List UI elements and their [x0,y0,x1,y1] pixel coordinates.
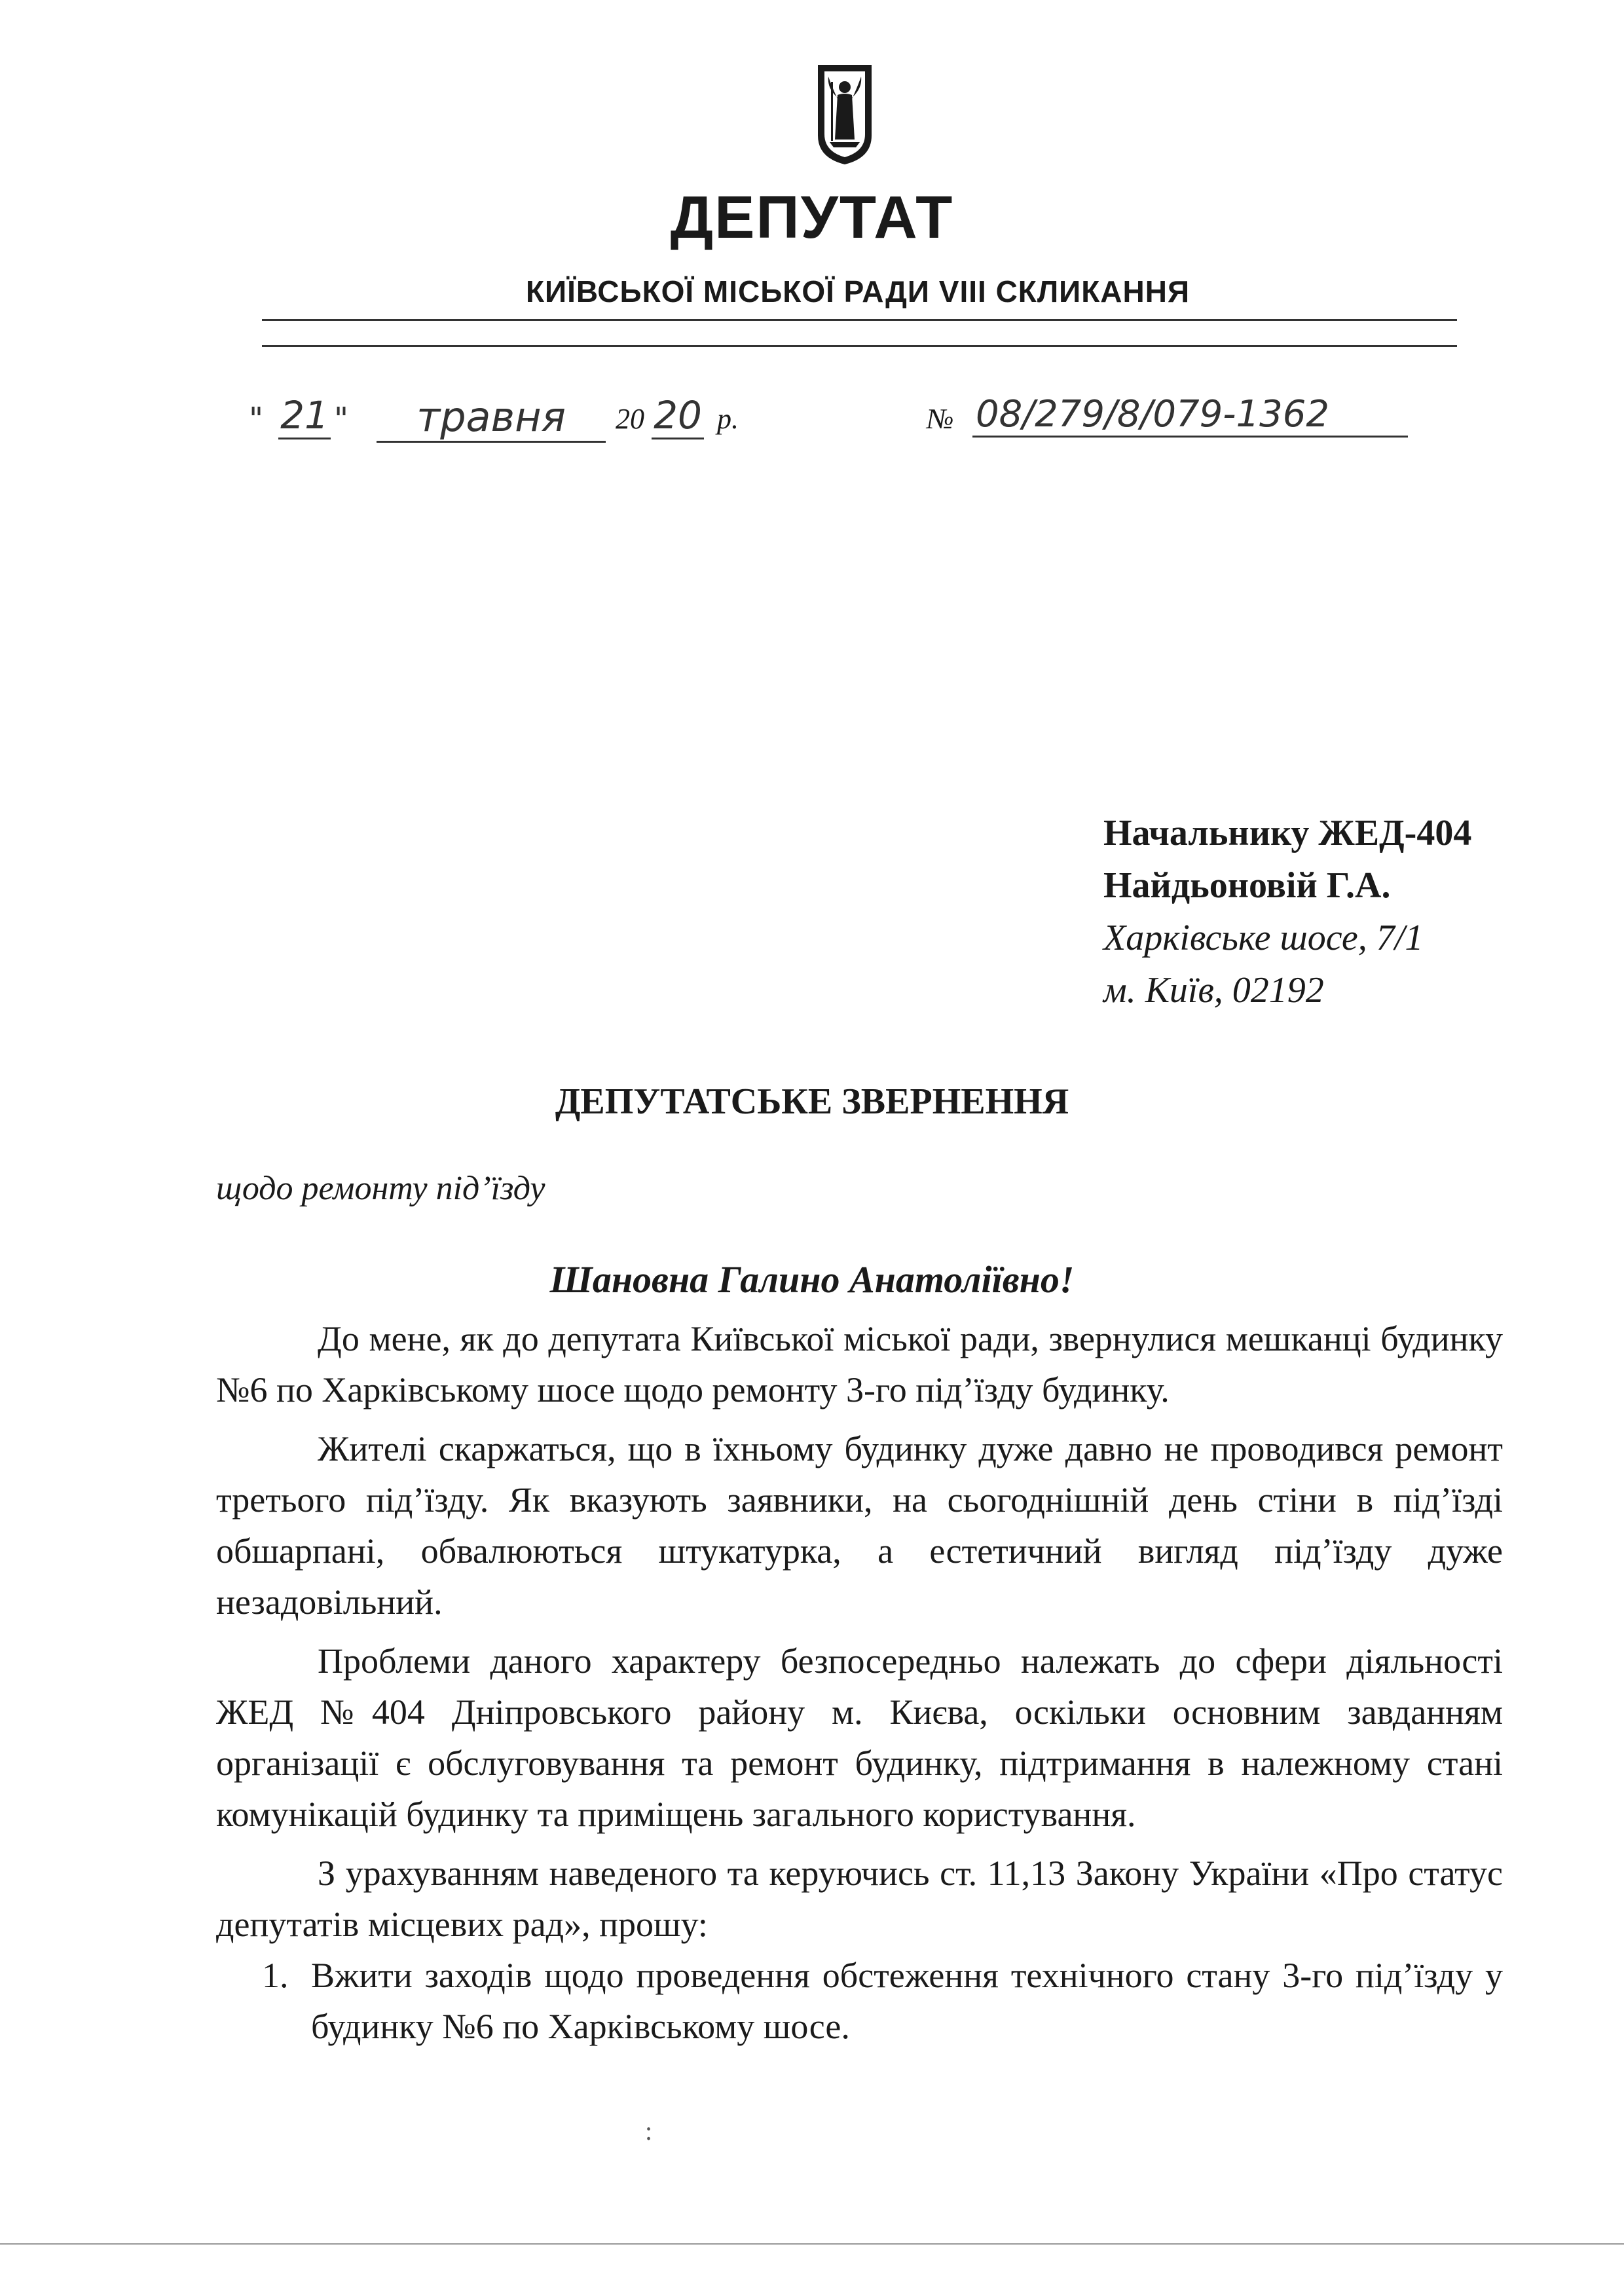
page-mark: : [645,2116,653,2146]
letterhead-title: ДЕПУТАТ [670,184,954,251]
addressee-city: м. Київ, 02192 [1103,970,1324,1011]
addressee-block [1103,807,1471,1017]
letterhead-subtitle: КИЇВСЬКОЇ МІСЬКОЇ РАДИ VIII СКЛИКАННЯ [525,274,1190,308]
date-day: 21 [278,393,331,439]
list-item [216,1950,1503,2052]
letterhead-rule-top [262,319,1457,321]
list-item-number: 1. [262,1956,289,1995]
document-heading: ДЕПУТАТСЬКЕ ЗВЕРНЕННЯ [555,1081,1069,1122]
date-suffix: р. [717,403,739,435]
list-item-text: Вжити заходів щодо проведення обстеження технічного стану 3-го під’їзду у будинку №6 по Харківському шосе. [311,1956,1503,2046]
document-subject: щодо ремонту під’їзду [216,1170,545,1207]
kyiv-coat-of-arms-icon [815,62,874,167]
addressee-name: Найдьоновій Г.А. [1103,865,1391,906]
addressee-position: Начальнику ЖЕД-404 [1103,813,1472,853]
body-paragraph: Жителі скаржаться, що в їхньому будинку дуже давно не проводився ремонт третього під’їзду. Як вказують заявники, на сьогоднішній день стіни в під’їзді обшарпані, обвалюються штукатурка, а естетичний вигляд під’їзду дуже незадовільний. [216,1429,1503,1622]
scan-bottom-edge [0,2243,1624,2245]
date-century: 20 [616,403,644,435]
date-year: 20 [652,393,704,439]
date-open-quote: " [249,401,264,438]
date-month: травня [377,393,606,443]
letter-body [216,1313,1503,2052]
letterhead-rule-bottom [262,345,1457,347]
body-paragraph: З урахуванням наведеного та керуючись ст. 11,13 Закону України «Про статус депутатів місцевих рад», прошу: [216,1854,1503,1944]
body-paragraph: Проблеми даного характеру безпосередньо належать до сфери діяльності ЖЕД №404 Дніпровського району м. Києва, оскільки основним завданням організації є обслуговування та ремонт будинку, підтримання в належному стані комунікацій будинку та приміщень загального користування. [216,1641,1503,1834]
salutation: Шановна Галино Анатоліївно! [549,1258,1075,1301]
date-close-quote: " [334,401,349,438]
body-paragraph: До мене, як до депутата Київської міської ради, звернулися мешканці будинку №6 по Харківському шосе щодо ремонту 3-го під’їзду будинку. [216,1319,1503,1409]
date-number-row [249,393,1428,445]
reg-number-label: № [927,403,954,435]
addressee-street: Харківське шосе, 7/1 [1103,918,1424,958]
reg-number-value: 08/279/8/079-1362 [972,393,1408,438]
request-list [216,1950,1503,2052]
